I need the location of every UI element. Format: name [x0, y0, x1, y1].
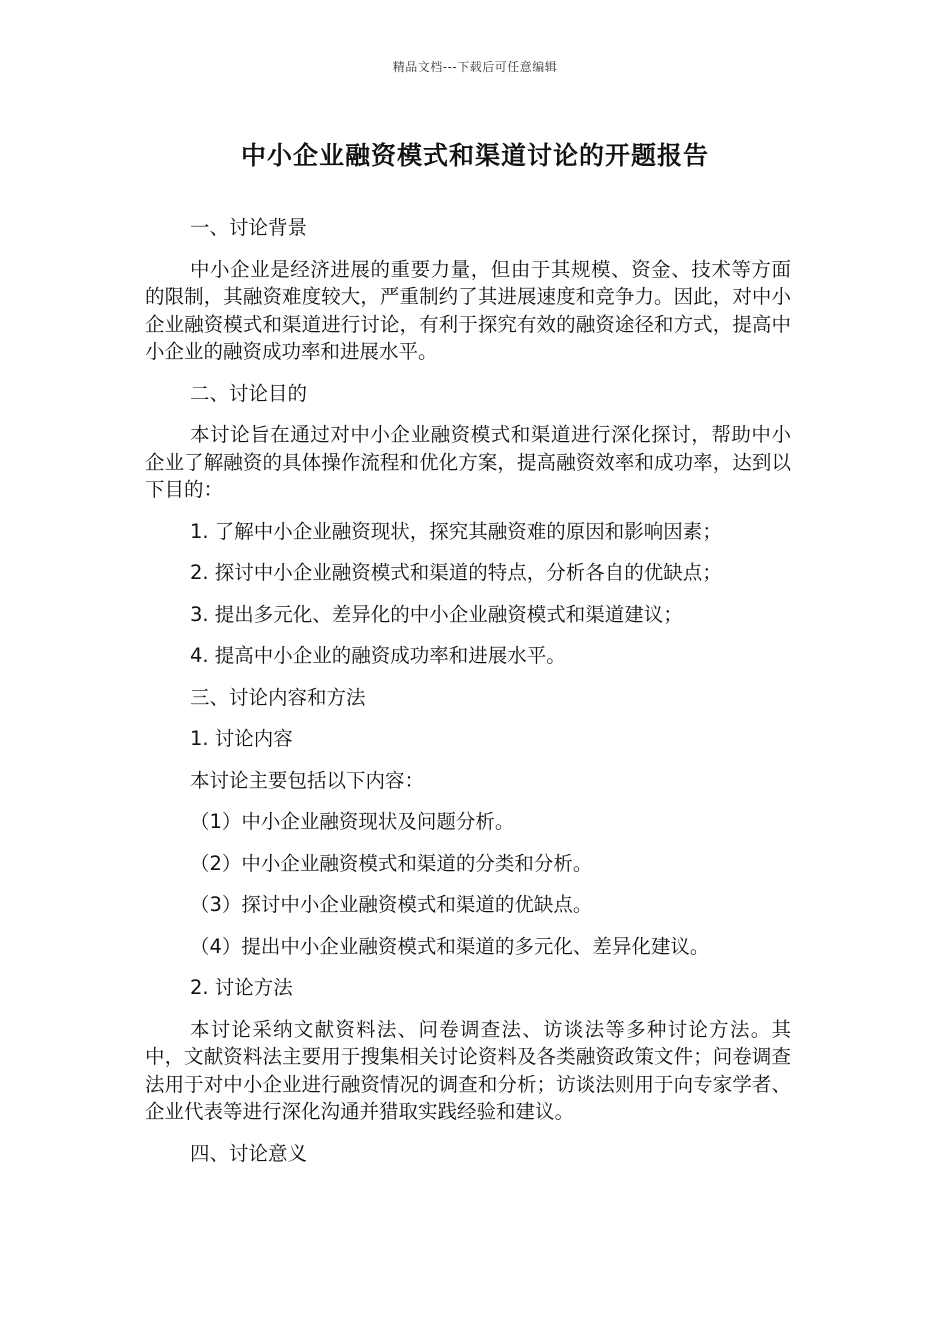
purpose-item: 1. 了解中小企业融资现状，探究其融资难的原因和影响因素； — [190, 519, 722, 543]
subheading-method: 2. 讨论方法 — [190, 976, 293, 999]
method-paragraph: 本讨论采纳文献资料法、问卷调查法、访谈法等多种讨论方法。其中，文献资料法主要用于搜集相关讨论资料及各类融资政策文件；问卷调查法用于对中小企业进行融资情况的调查和分析；访谈法则用于向专家学者、企业代表等进行深化沟通并猎取实践经验和建议。 — [145, 1017, 791, 1123]
section-heading-content-method: 三、讨论内容和方法 — [190, 685, 366, 709]
document-body — [145, 214, 791, 1181]
purpose-item: 3. 提出多元化、差异化的中小企业融资模式和渠道建议； — [190, 602, 683, 626]
section-heading-significance: 四、讨论意义 — [190, 1141, 308, 1165]
purpose-paragraph: 本讨论旨在通过对中小企业融资模式和渠道进行深化探讨，帮助中小企业了解融资的具体操作流程和优化方案，提高融资效率和成功率，达到以下目的： — [145, 423, 791, 501]
purpose-item: 2. 探讨中小企业融资模式和渠道的特点，分析各自的优缺点； — [190, 561, 722, 584]
section-heading-purpose: 二、讨论目的 — [190, 381, 308, 405]
content-item: （1）中小企业融资现状及问题分析。 — [190, 810, 515, 833]
subheading-content: 1. 讨论内容 — [190, 727, 293, 750]
content-intro: 本讨论主要包括以下内容： — [190, 768, 425, 792]
content-item: （2）中小企业融资模式和渠道的分类和分析。 — [190, 851, 593, 875]
header-watermark: 精品文档---下载后可任意编辑 — [392, 60, 558, 74]
document-title: 中小企业融资模式和渠道讨论的开题报告 — [240, 141, 709, 170]
section-heading-background: 一、讨论背景 — [190, 216, 308, 239]
purpose-item: 4. 提高中小企业的融资成功率和进展水平。 — [190, 644, 566, 667]
content-item: （3）探讨中小企业融资模式和渠道的优缺点。 — [190, 893, 593, 916]
background-paragraph: 中小企业是经济进展的重要力量，但由于其规模、资金、技术等方面的限制，其融资难度较大，严重制约了其进展速度和竞争力。因此，对中小企业融资模式和渠道进行讨论，有利于探究有效的融资途径和方式，提高中小企业的融资成功率和进展水平。 — [145, 257, 791, 363]
content-item: （4）提出中小企业融资模式和渠道的多元化、差异化建议。 — [190, 934, 710, 958]
